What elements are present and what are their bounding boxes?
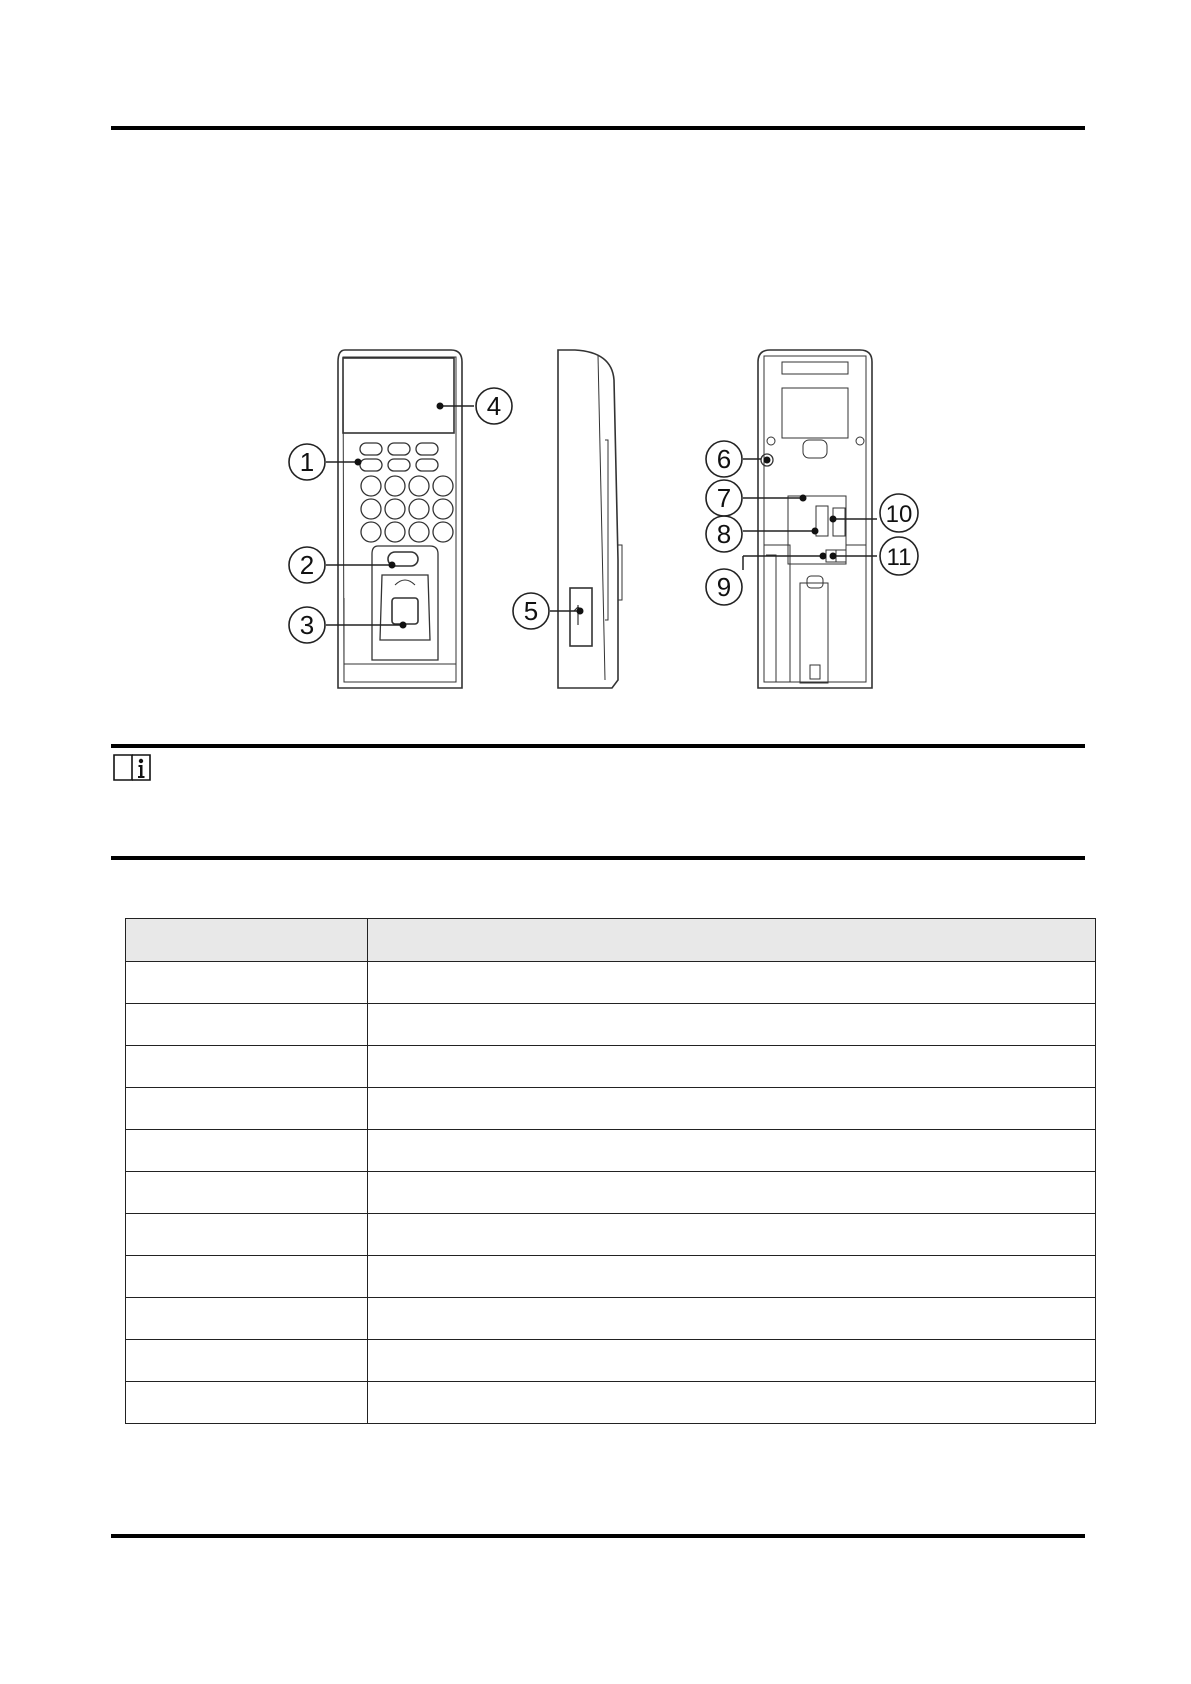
table-cell xyxy=(368,1088,1096,1130)
table-cell xyxy=(126,1340,368,1382)
callout-1-label: 1 xyxy=(299,447,315,477)
table-row xyxy=(126,1130,1096,1172)
display-screen xyxy=(343,358,454,433)
keypad xyxy=(360,443,453,542)
device-diagram xyxy=(0,0,1191,720)
table-cell xyxy=(126,1214,368,1256)
callout-7-label: 7 xyxy=(716,483,732,513)
table-row xyxy=(126,962,1096,1004)
table-cell xyxy=(126,1004,368,1046)
table-row xyxy=(126,1298,1096,1340)
table-cell xyxy=(126,1172,368,1214)
callout-11-label: 11 xyxy=(886,544,912,571)
table-cell xyxy=(126,1088,368,1130)
footer-rule xyxy=(111,1534,1085,1538)
table-cell xyxy=(126,1046,368,1088)
table-row xyxy=(126,1046,1096,1088)
table-row xyxy=(126,1214,1096,1256)
table-row xyxy=(126,1004,1096,1046)
table-row xyxy=(126,1172,1096,1214)
table-cell xyxy=(368,1214,1096,1256)
device-front-view xyxy=(338,350,462,688)
usb-interface xyxy=(570,588,592,646)
table-cell xyxy=(126,1298,368,1340)
device-side-view xyxy=(558,350,622,688)
callout-6-label: 6 xyxy=(716,444,732,474)
table-row xyxy=(126,1088,1096,1130)
table-cell xyxy=(126,1382,368,1424)
table-cell xyxy=(368,1298,1096,1340)
callout-4-label: 4 xyxy=(486,391,502,421)
callout-2-label: 2 xyxy=(299,550,315,580)
callout-5-label: 5 xyxy=(523,596,539,626)
table-cell xyxy=(368,1340,1096,1382)
table-cell xyxy=(368,1004,1096,1046)
components-table xyxy=(125,918,1096,1424)
note-top-rule xyxy=(111,744,1085,748)
table-cell xyxy=(368,1256,1096,1298)
table-row xyxy=(126,1256,1096,1298)
table-cell xyxy=(126,1256,368,1298)
callout-3-label: 3 xyxy=(299,610,315,640)
table-row xyxy=(126,1340,1096,1382)
table-header-description xyxy=(368,919,1096,962)
table-cell xyxy=(368,962,1096,1004)
table-header-row xyxy=(126,919,1096,962)
table-header-no xyxy=(126,919,368,962)
table-cell xyxy=(368,1130,1096,1172)
callout-10-label: 10 xyxy=(885,501,913,528)
callout-9-label: 9 xyxy=(716,572,732,602)
table-cell xyxy=(368,1172,1096,1214)
fingerprint-module xyxy=(392,598,418,624)
table-cell xyxy=(368,1046,1096,1088)
note-bottom-rule xyxy=(111,856,1085,860)
table-cell xyxy=(126,962,368,1004)
table-row xyxy=(126,1382,1096,1424)
note-book-info-icon xyxy=(112,752,156,782)
callout-8-label: 8 xyxy=(716,519,732,549)
table-cell xyxy=(126,1130,368,1172)
table-cell xyxy=(368,1382,1096,1424)
